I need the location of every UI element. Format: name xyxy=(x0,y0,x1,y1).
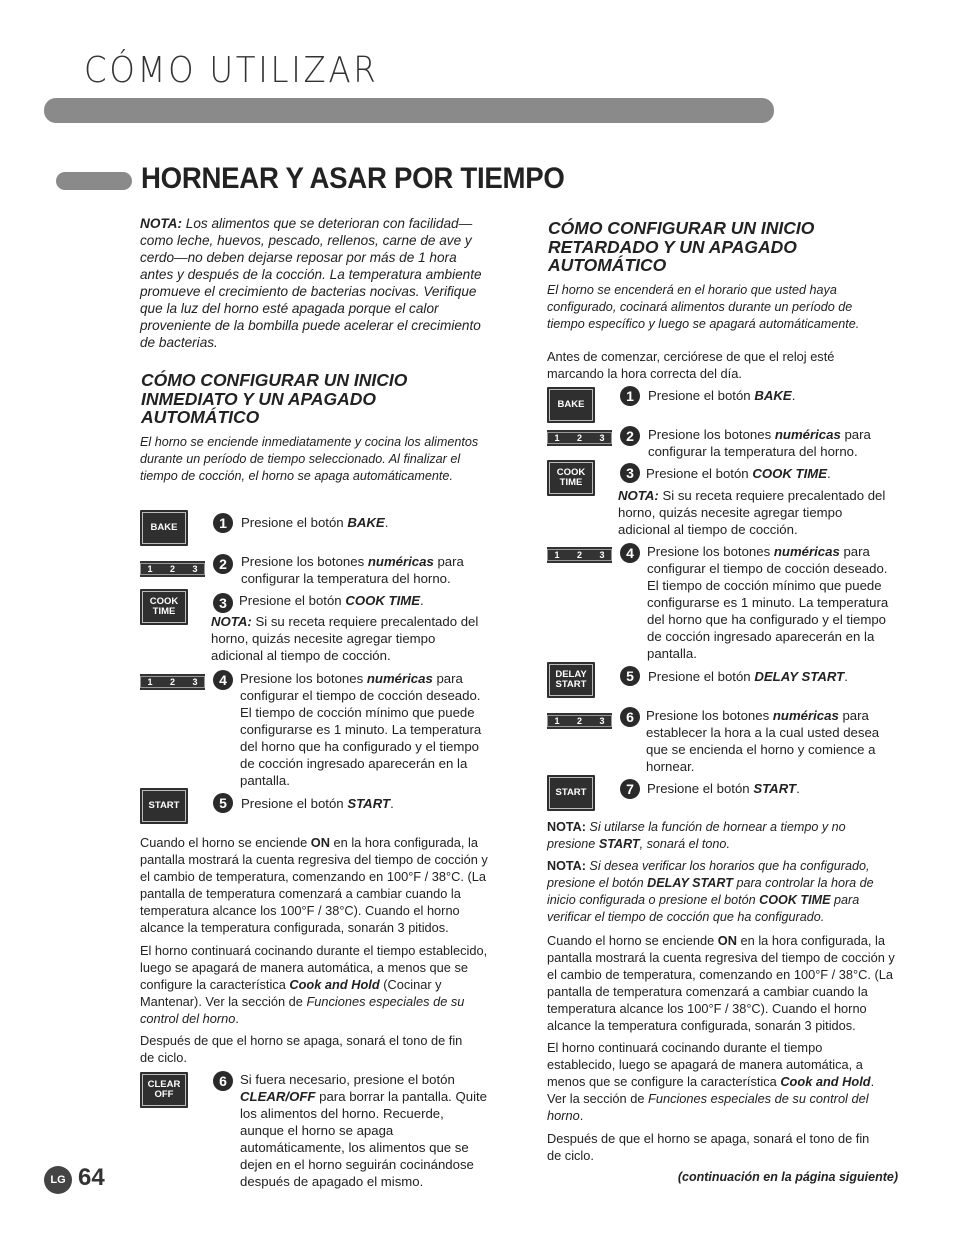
left-heading: CÓMO CONFIGURAR UN INICIO INMEDIATO Y UN APAGADO AUTOMÁTICO xyxy=(141,370,408,427)
cook-time-key: COOK TIME xyxy=(140,589,188,625)
step-text: Presione el botón BAKE. xyxy=(648,388,796,403)
step-number: 1 xyxy=(620,386,640,406)
numeric-keys: 1 2 3 xyxy=(547,430,612,446)
step-text: Presione el botón BAKE. xyxy=(241,515,389,530)
step-text: Presione el botón COOK TIME. xyxy=(239,593,424,608)
step-text: Presione los botones numéricas para configurar la temperatura del horno. xyxy=(241,554,464,586)
numeric-keys: 1 2 3 xyxy=(547,713,612,729)
step-number: 5 xyxy=(213,793,233,813)
step-number: 4 xyxy=(620,543,640,563)
start-key: START xyxy=(140,788,188,824)
right-note-1: NOTA: Si utilarse la función de hornear a tiempo y no presione START, sonará el tono. xyxy=(547,820,846,851)
header-bar xyxy=(44,98,774,123)
step-number: 1 xyxy=(213,513,233,533)
right-intro: El horno se encenderá en el horario que usted haya configurado, cocinará alimentos durante un período de tiempo específico y luego se apagará automáticamente. xyxy=(547,283,860,331)
left-note: NOTA: Los alimentos que se deterioran con facilidad—como leche, huevos, pescado, rellenos, carne de ave y cerdo—no deben dejarse reposar por más de 1 hora antes y después de la cocción. La temperatura ambiente promueve el crecimiento de bacterias nocivas. Verifique que la luz del horno esté apagada porque el calor proveniente de la bombilla puede acelerar el crecimiento de bacterias. xyxy=(140,216,482,350)
left-paragraph-1: Cuando el horno se enciende ON en la hora configurada, la pantalla mostrará la cuenta regresiva del tiempo de cocción y el cambio de temperatura, comenzando en 100°F / 38°C. (La pantalla de temperatura comenzará a cambiar cuando la temperatura alcance los 100°F / 38°C). Cuando el horno alcance la temperatura configurada, sonarán 3 pitidos. xyxy=(140,835,488,935)
step-text: Presione el botón START. xyxy=(647,781,800,796)
step-text: Presione los botones numéricas para establecer la hora a la cual usted desea que se encienda el horno y comience a hornear. xyxy=(646,708,880,774)
bake-key: BAKE xyxy=(547,387,595,423)
numeric-keys: 1 2 3 xyxy=(140,561,205,577)
step-number: 2 xyxy=(213,554,233,574)
bake-key: BAKE xyxy=(140,510,188,546)
right-paragraph-2: El horno continuará cocinando durante el tiempo establecido, luego se apagará de manera automática, a menos que se configure la característica Cook and Hold. Ver la sección de Funciones especiales de su control del horno. xyxy=(547,1040,875,1123)
section-pill xyxy=(56,172,132,190)
step-note: NOTA: Si su receta requiere precalentado del horno, quizás necesite agregar tiempo adicional al tiempo de cocción. xyxy=(618,488,886,537)
step-text: Presione los botones numéricas para configurar la temperatura del horno. xyxy=(648,427,871,459)
step-note: NOTA: Si su receta requiere precalentado del horno, quizás necesite agregar tiempo adicional al tiempo de cocción. xyxy=(211,614,479,663)
page-header-title: CÓMO UTILIZAR xyxy=(84,50,379,91)
step-number: 6 xyxy=(213,1071,233,1091)
right-paragraph-1: Cuando el horno se enciende ON en la hora configurada, la pantalla mostrará la cuenta regresiva del tiempo de cocción y el cambio de temperatura, comenzando en 100°F / 38°C. (La pantalla de temperatura comenzará a cambiar cuando la temperatura alcance los 100°F / 38°C). Cuando el horno alcance la temperatura configurada, sonarán 3 pitidos. xyxy=(547,933,895,1033)
lg-logo: LG xyxy=(44,1166,72,1194)
right-before: Antes de comenzar, cerciórese de que el reloj esté marcando la hora correcta del día. xyxy=(547,349,835,381)
left-paragraph-3: Después de que el horno se apaga, sonará el tono de fin de ciclo. xyxy=(140,1033,463,1065)
step-number: 3 xyxy=(213,593,233,613)
left-paragraph-2: El horno continuará cocinando durante el tiempo establecido, luego se apagará de manera automática, a menos que se configure la característica Cook and Hold (Cocinar y Mantenar). Ver la sección de Funciones especiales de su control del horno. xyxy=(140,943,488,1026)
step-text: Presione los botones numéricas para configurar el tiempo de cocción deseado. El tiempo de cocción mínimo que puede configurarse es 1 minuto. La temperatura del horno que ha configurado y el tiempo de cocción ingresado aparecerán en la pantalla. xyxy=(240,671,482,788)
delay-start-key: DELAY START xyxy=(547,662,595,698)
page-number: 64 xyxy=(78,1164,105,1191)
step-number: 4 xyxy=(213,670,233,690)
start-key: START xyxy=(547,775,595,811)
step-number: 5 xyxy=(620,666,640,686)
step-number: 7 xyxy=(620,779,640,799)
right-paragraph-3: Después de que el horno se apaga, sonará el tono de fin de ciclo. xyxy=(547,1131,870,1163)
continued-note: (continuación en la página siguiente) xyxy=(677,1170,898,1184)
left-intro: El horno se enciende inmediatamente y cocina los alimentos durante un período de tiempo seleccionado. Al finalizar el tiempo de cocción, el horno se apaga automáticamente. xyxy=(140,435,479,483)
step-text: Presione el botón DELAY START. xyxy=(648,669,848,684)
clear-off-key: CLEAR OFF xyxy=(140,1072,188,1108)
step-text: Si fuera necesario, presione el botón CLEAR/OFF para borrar la pantalla. Quite los alimentos del horno. Recuerde, aunque el horno se apaga automáticamente, los alimentos que se dejen en el horno seguirán cocinándose después de apagado el mismo. xyxy=(240,1072,488,1189)
right-heading: CÓMO CONFIGURAR UN INICIO RETARDADO Y UN APAGADO AUTOMÁTICO xyxy=(548,218,815,275)
step-text: Presione el botón COOK TIME. xyxy=(646,466,831,481)
cook-time-key: COOK TIME xyxy=(547,460,595,496)
numeric-keys: 1 2 3 xyxy=(547,547,612,563)
section-title: HORNEAR Y ASAR POR TIEMPO xyxy=(141,162,565,195)
step-number: 6 xyxy=(620,707,640,727)
step-text: Presione el botón START. xyxy=(241,796,394,811)
numeric-keys: 1 2 3 xyxy=(140,674,205,690)
step-number: 3 xyxy=(620,463,640,483)
step-number: 2 xyxy=(620,426,640,446)
step-text: Presione los botones numéricas para configurar el tiempo de cocción deseado. El tiempo de cocción mínimo que puede configurarse es 1 minuto. La temperatura del horno que ha configurado y el tiempo de cocción ingresado aparecerán en la pantalla. xyxy=(647,544,889,661)
right-note-2: NOTA: Si desea verificar los horarios que ha configurado, presione el botón DELAY START para controlar la hora de inicio configurada o presione el botón COOK TIME para verificar el tiempo de cocción que ha configurado. xyxy=(547,859,874,924)
